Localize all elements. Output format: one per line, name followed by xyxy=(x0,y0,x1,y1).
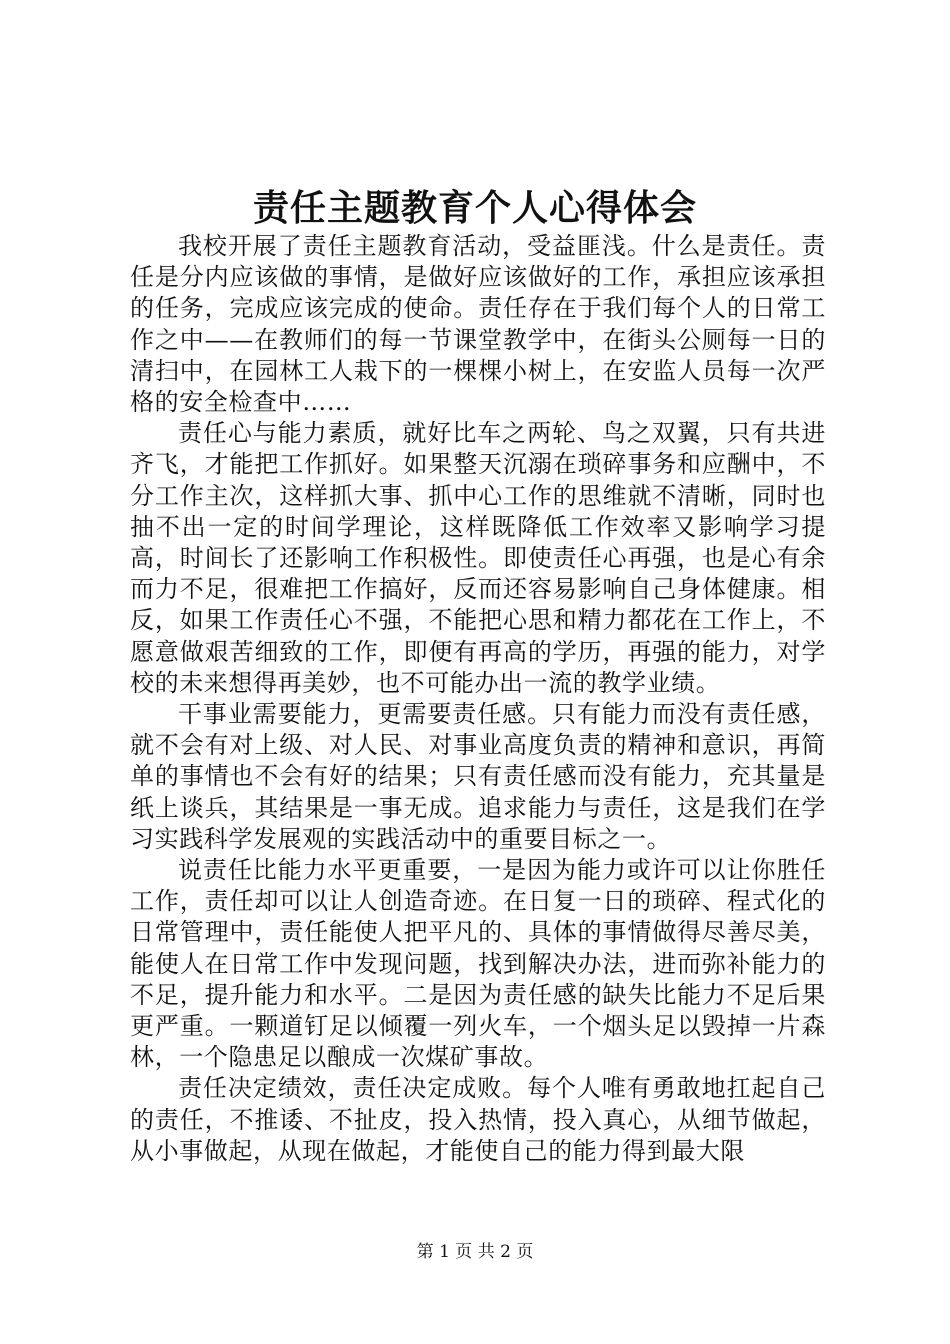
page-title: 责任主题教育个人心得体会 xyxy=(252,187,697,229)
paragraph: 责任心与能力素质，就好比车之两轮、鸟之双翼，只有共进齐飞，才能把工作抓好。如果整天沉溺在琐碎事务和应酬中，不分工作主次，这样抓大事、抓中心工作的思维就不清晰，同时也抽不出一定的时间学理论，这样既降低工作效率又影响学习提高，时间长了还影响工作积极性。即使责任心再强，也是心有余而力不足，很难把工作搞好，反而还容易影响自己身体健康。相反，如果工作责任心不强，不能把心思和精力都花在工作上，不愿意做艰苦细致的工作，即便有再高的学历，再强的能力，对学校的未来想得再美妙，也不可能办出一流的教学业绩。 xyxy=(130,419,826,697)
page-footer: 第 1 页 共 2 页 xyxy=(416,1242,534,1262)
paragraph: 我校开展了责任主题教育活动，受益匪浅。什么是责任。责任是分内应该做的事情，是做好应该做好的工作，承担应该承担的任务，完成应该完成的使命。责任存在于我们每个人的日常工作之中——在教师们的每一节课堂教学中，在街头公厕每一日的清扫中，在园林工人栽下的一棵棵小树上，在安监人员每一次严格的安全检查中…… xyxy=(130,232,826,417)
paragraph: 责任决定绩效，责任决定成败。每个人唯有勇敢地扛起自己的责任，不推诿、不扯皮，投入热情，投入真心，从细节做起，从小事做起，从现在做起，才能使自己的能力得到最大限 xyxy=(130,1074,826,1165)
paragraph: 说责任比能力水平更重要，一是因为能力或许可以让你胜任工作，责任却可以让人创造奇迹。在日复一日的琐碎、程式化的日常管理中，责任能使人把平凡的、具体的事情做得尽善尽美，能使人在日常工作中发现问题，找到解决办法，进而弥补能力的不足，提升能力和水平。二是因为责任感的缺失比能力不足后果更严重。一颗道钉足以倾覆一列火车，一个烟头足以毁掉一片森林，一个隐患足以酿成一次煤矿事故。 xyxy=(130,856,826,1072)
paragraph: 干事业需要能力，更需要责任感。只有能力而没有责任感，就不会有对上级、对人民、对事业高度负责的精神和意识，再简单的事情也不会有好的结果；只有责任感而没有能力，充其量是纸上谈兵，其结果是一事无成。追求能力与责任，这是我们在学习实践科学发展观的实践活动中的重要目标之一。 xyxy=(130,700,826,853)
document-body xyxy=(130,231,826,1167)
